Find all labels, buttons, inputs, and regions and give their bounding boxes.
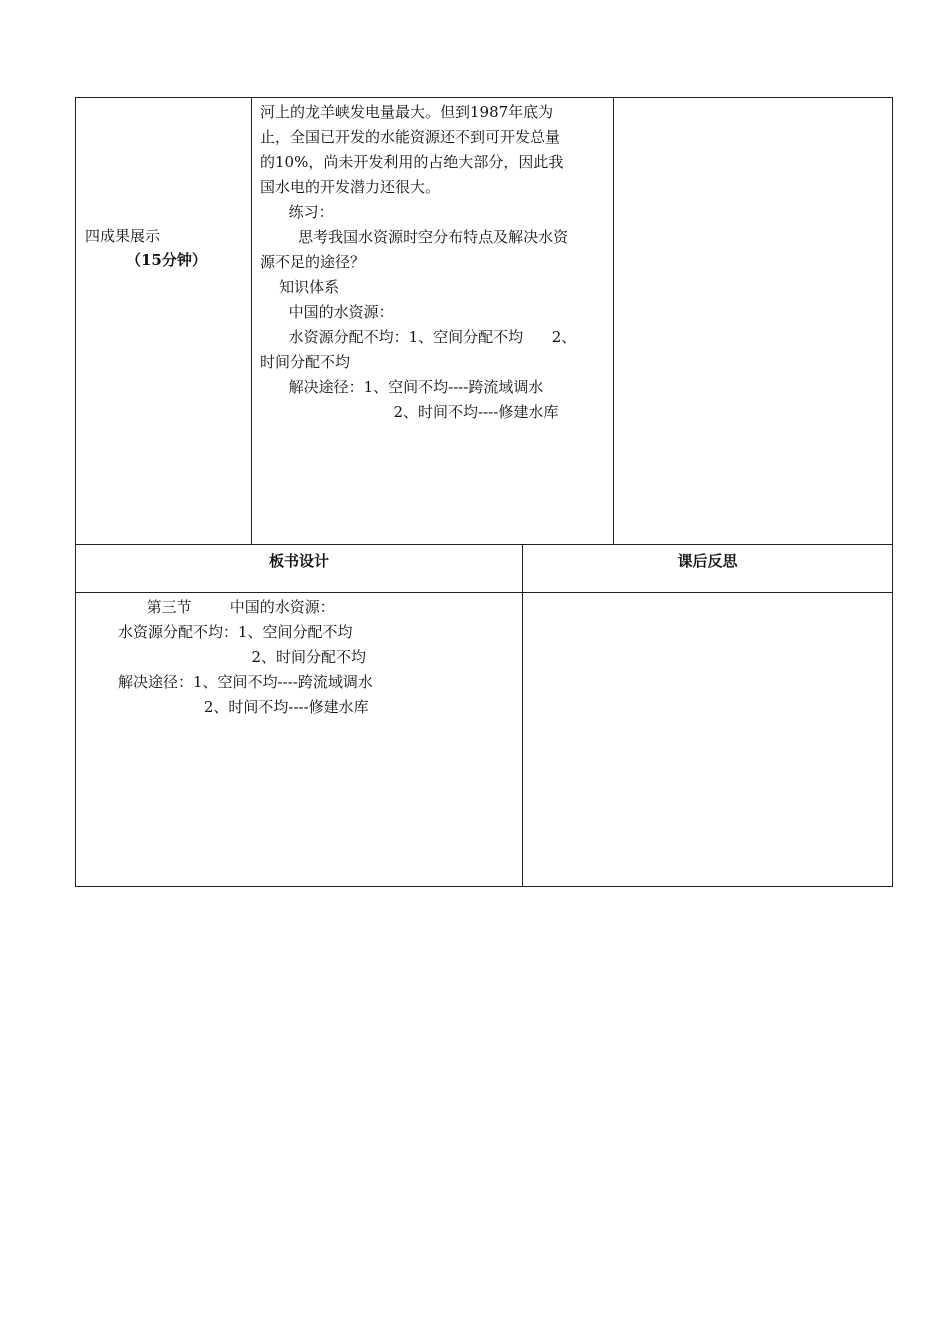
reflection-header: 课后反思 <box>677 552 738 570</box>
content-line: 国水电的开发潜力还很大。 <box>260 178 441 196</box>
content-line: 的10%，尚未开发利用的占绝大部分，因此我 <box>260 153 564 171</box>
content-line: 源不足的途径？ <box>260 253 366 271</box>
board-design-content <box>118 595 373 720</box>
content-line: 水资源分配不均：1、空间分配不均 2、 <box>260 328 577 346</box>
board-line: 第三节 中国的水资源： <box>118 598 335 616</box>
content-line: 思考我国水资源时空分布特点及解决水资 <box>260 228 569 246</box>
column-divider <box>522 545 523 886</box>
board-line: 解决途径：1、空间不均----跨流域调水 <box>118 673 373 691</box>
stage-title: 四成果展示 <box>85 227 161 245</box>
stage-content <box>260 100 610 425</box>
content-line: 2、时间不均----修建水库 <box>260 403 559 421</box>
content-line: 止，全国已开发的水能资源还不到可开发总量 <box>260 128 561 146</box>
board-design-table <box>75 545 893 887</box>
content-line: 解决途径：1、空间不均----跨流域调水 <box>260 378 544 396</box>
content-line: 练习： <box>260 203 334 221</box>
content-line: 知识体系 <box>260 278 340 296</box>
board-line: 水资源分配不均：1、空间分配不均 <box>118 623 353 641</box>
content-line: 河上的龙羊峡发电量最大。但到1987年底为 <box>260 103 554 121</box>
board-line: 2、时间不均----修建水库 <box>118 698 369 716</box>
stage-content-cell <box>252 98 614 544</box>
table-header-row <box>76 545 892 593</box>
stage-label-cell <box>76 98 252 544</box>
content-line: 中国的水资源： <box>260 303 394 321</box>
board-line: 2、时间分配不均 <box>118 648 367 666</box>
board-design-header: 板书设计 <box>268 552 329 570</box>
stage-notes-cell <box>614 98 892 544</box>
content-line: 时间分配不均 <box>260 353 351 371</box>
lesson-stage-table <box>75 97 893 545</box>
stage-time: （15分钟） <box>126 251 207 269</box>
